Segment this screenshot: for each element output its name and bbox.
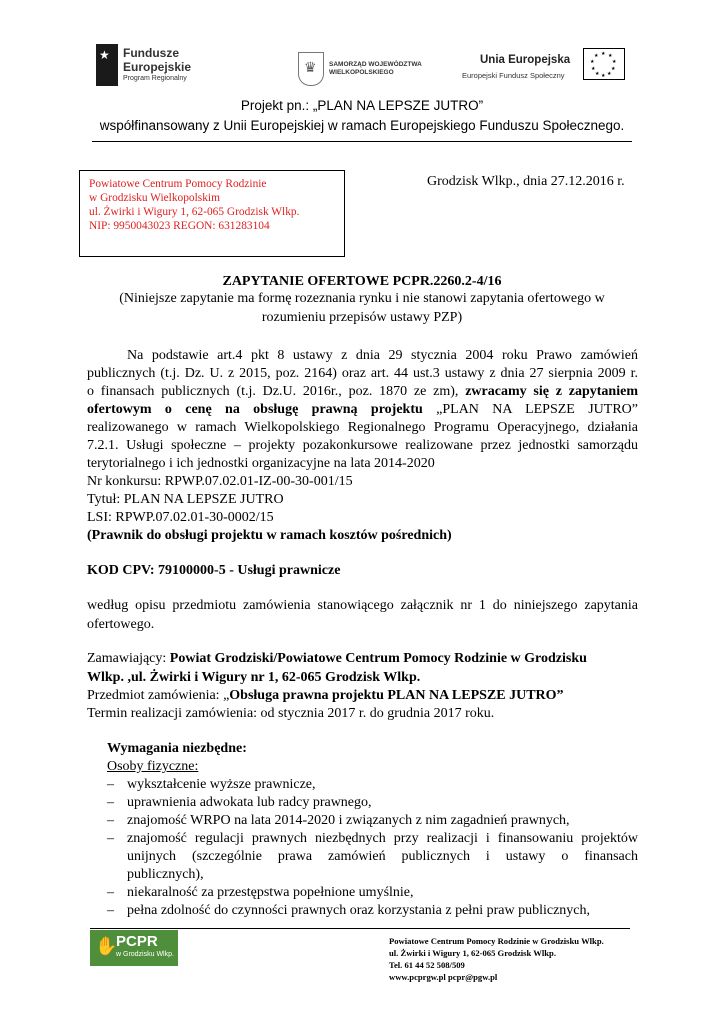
para-line: 7.2.1. Usługi społeczne – projekty pozakonkursowe realizowane przez jednostki samorządu	[87, 438, 638, 453]
cpv-code: KOD CPV: 79100000-5 - Usługi prawnicze	[87, 563, 341, 578]
project-name: Tytuł: PLAN NA LEPSZE JUTRO	[87, 492, 284, 507]
order-subject-value: Obsługa prawna projektu PLAN NA LEPSZE JUTRO”	[229, 688, 564, 703]
para-line: Na podstawie art.4 pkt 8 ustawy z dnia 29 stycznia 2004 roku Prawo zamówień	[127, 348, 638, 363]
order-subject-label: Przedmiot zamówienia: „	[87, 688, 230, 703]
eu-logo	[462, 46, 630, 90]
institution-stamp	[79, 170, 345, 257]
ordering-party-label: Zamawiający:	[87, 651, 170, 666]
requirement-item: uprawnienia adwokata lub radcy prawnego,	[127, 795, 372, 810]
dash: –	[107, 777, 114, 792]
requirement-item: znajomość WRPO na lata 2014-2020 i związanych z nim zagadnień prawnych,	[127, 813, 570, 828]
project-title: Projekt pn.: „PLAN NA LEPSZE JUTRO”	[240, 98, 484, 113]
dash: –	[107, 813, 114, 828]
wielkopolska-logo	[298, 52, 428, 88]
hand-icon: ✋	[95, 936, 118, 956]
para-line	[87, 402, 638, 418]
stamp-line: w Grodzisku Wielkopolskim	[89, 192, 220, 204]
eu-flag-icon: ★ ★ ★ ★ ★ ★ ★ ★ ★ ★	[583, 48, 625, 80]
para-bold: ofertowym o cenę na obsługę prawną projektu	[87, 402, 423, 417]
para-line	[87, 384, 638, 400]
para-line: publicznych (t.j. Dz. U. z 2015, poz. 2164) oraz art. 44 ust.3 ustawy z dnia 27 sierpnia 2009 r.	[87, 366, 638, 381]
pcpr-logo-text: PCPR	[116, 933, 158, 950]
dash: –	[107, 903, 114, 918]
dash: –	[107, 795, 114, 810]
requirement-item: wykształcenie wyższe prawnicze,	[127, 777, 316, 792]
requirements-heading: Wymagania niezbędne:	[107, 741, 247, 756]
dash: –	[107, 831, 114, 846]
ordering-party	[87, 651, 587, 667]
para-text: o finansach publicznych (t.j. Dz.U. 2016r., poz. 1870 ze zm),	[87, 384, 466, 399]
requirement-item: publicznych),	[127, 867, 204, 882]
fe-logo-text-1: Fundusze	[123, 46, 179, 60]
document-date: Grodzisk Wlkp., dnia 27.12.2016 r.	[427, 174, 625, 189]
eu-logo-text-2: Europejski Fundusz Społeczny	[462, 71, 565, 80]
completion-date: Termin realizacji zamówienia: od stycznia 2017 r. do grudnia 2017 roku.	[87, 706, 495, 721]
stamp-line: Powiatowe Centrum Pomocy Rodzinie	[89, 178, 267, 190]
eagle-crest-icon: ♛	[298, 52, 324, 86]
para-line: realizowanego w ramach Wielkopolskiego Regionalnego Programu Operacyjnego, działania	[87, 420, 638, 435]
stamp-line: ul. Żwirki i Wigury 1, 62-065 Grodzisk Wlkp.	[89, 206, 300, 218]
pcpr-logo	[90, 930, 178, 966]
pcpr-logo-subtext: w Grodzisku Wlkp.	[116, 951, 174, 958]
position-note: (Prawnik do obsługi projektu w ramach kosztów pośrednich)	[87, 528, 452, 543]
footer-line: Powiatowe Centrum Pomocy Rodzinie w Grodzisku Wlkp.	[389, 936, 604, 946]
wlkp-logo-text-1: SAMORZĄD WOJEWÓDZTWA	[329, 61, 422, 68]
dash: –	[107, 885, 114, 900]
footer-divider	[90, 928, 630, 929]
para-text: „PLAN NA LEPSZE JUTRO”	[422, 402, 638, 417]
fe-logo-text-2: Europejskie	[123, 60, 192, 74]
requirement-item: pełna zdolność do czynności prawnych oraz korzystania z pełni praw publicznych,	[127, 903, 590, 918]
header-divider	[92, 141, 632, 142]
order-subject	[87, 688, 564, 704]
footer-line: Tel. 61 44 52 508/509	[389, 960, 465, 970]
requirement-item: znajomość regulacji prawnych niezbędnych przy realizacji i finansowaniu projektów	[127, 831, 638, 846]
document-subtitle-2: rozumieniu przepisów ustawy PZP)	[261, 310, 463, 325]
document-subtitle-1: (Niniejsze zapytanie ma formę rozeznania rynku i nie stanowi zapytania ofertowego w	[119, 291, 605, 306]
footer-contact: www.pcprgw.pl pcpr@pgw.pl	[389, 972, 498, 982]
description-line: według opisu przedmiotu zamówienia stanowiącego załącznik nr 1 do niniejszego zapytania	[87, 598, 638, 613]
stamp-line: NIP: 9950043023 REGON: 631283104	[89, 220, 270, 232]
requirement-item: niekaralność za przestępstwa popełnione umyślnie,	[127, 885, 414, 900]
fundusze-europejskie-logo	[96, 44, 216, 90]
eu-logo-text-1: Unia Europejska	[480, 54, 571, 66]
ordering-party-value: Powiat Grodziski/Powiatowe Centrum Pomocy Rodzinie w Grodzisku	[169, 651, 587, 666]
footer-line: ul. Żwirki i Wigury 1, 62-065 Grodzisk Wlkp.	[389, 948, 556, 958]
fe-logo-text-3: Program Regionalny	[123, 75, 187, 82]
wlkp-logo-text-2: WIELKOPOLSKIEGO	[329, 69, 394, 76]
para-bold: zwracamy się z zapytaniem	[465, 384, 638, 399]
fe-star-icon: ★	[96, 44, 118, 86]
project-cofinancing: współfinansowany z Unii Europejskiej w ramach Europejskiego Funduszu Społecznego.	[99, 118, 625, 133]
ordering-party-address: Wlkp. ,ul. Żwirki i Wigury nr 1, 62-065 Grodzisk Wlkp.	[87, 670, 421, 685]
requirements-subheading: Osoby fizyczne:	[107, 759, 199, 774]
requirement-item: unijnych (szczególnie prawa zamówień publicznych i ustawy o finansach	[127, 849, 638, 864]
lsi-number: LSI: RPWP.07.02.01-30-0002/15	[87, 510, 274, 525]
para-line: terytorialnego i ich jednostki organizacyjne na lata 2014-2020	[87, 456, 435, 471]
description-line: ofertowego.	[87, 617, 155, 632]
document-title: ZAPYTANIE OFERTOWE PCPR.2260.2-4/16	[222, 274, 502, 289]
competition-number: Nr konkursu: RPWP.07.02.01-IZ-00-30-001/15	[87, 474, 353, 489]
